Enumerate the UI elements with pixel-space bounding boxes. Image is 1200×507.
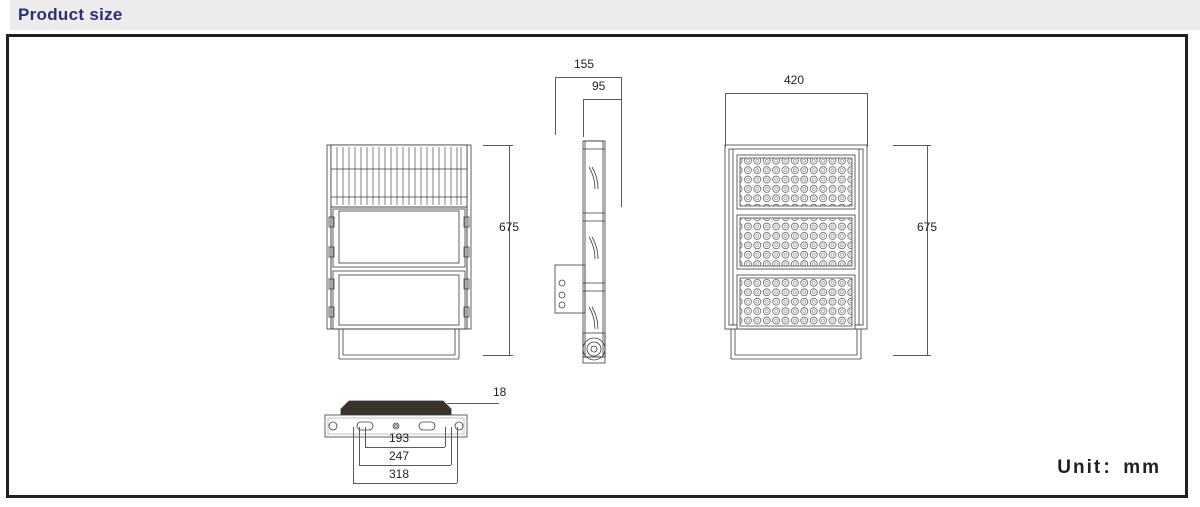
page-title: Product size <box>18 5 123 24</box>
side-width-155-ext-right <box>621 77 622 207</box>
top-thickness-dim-text: 18 <box>493 385 507 399</box>
front-view <box>319 109 489 369</box>
dim-318-ext-right <box>457 427 458 483</box>
side-view-drawing <box>549 97 639 377</box>
lens-width-dim-text: 420 <box>784 73 805 87</box>
lens-width-dim-line <box>725 93 867 94</box>
lens-view-drawing <box>715 109 885 369</box>
side-width-155-ext-left <box>555 77 556 135</box>
side-width-dim-95-text: 95 <box>592 79 606 93</box>
lens-width-ext-right <box>867 93 868 147</box>
front-view-drawing <box>319 109 489 369</box>
dim-193-ext-left <box>365 427 366 447</box>
lens-width-ext-left <box>725 93 726 147</box>
front-height-ext-bottom <box>483 355 513 356</box>
header-accent-bar <box>0 0 10 30</box>
dim-318-ext-left <box>353 427 354 483</box>
lens-height-ext-bottom <box>893 355 931 356</box>
front-height-dim-line <box>509 145 510 355</box>
dim-193-ext-right <box>445 427 446 447</box>
drawing-frame <box>6 34 1188 498</box>
side-width-dim-155-line <box>555 77 621 78</box>
dim-193-text: 193 <box>389 431 410 445</box>
side-view <box>549 97 639 377</box>
lens-height-dim-line <box>927 145 928 355</box>
dim-247-ext-right <box>451 427 452 465</box>
lens-view <box>715 109 885 369</box>
dim-247-text: 247 <box>389 449 410 463</box>
lens-height-dim-text: 675 <box>917 220 938 234</box>
side-width-dim-155-text: 155 <box>574 57 595 71</box>
header-bar <box>0 0 1200 30</box>
unit-label: Unit：mm <box>1057 457 1161 478</box>
lens-height-ext-top <box>893 145 931 146</box>
side-width-dim-95-line <box>583 99 621 100</box>
dim-247-line <box>359 465 451 466</box>
dim-247-ext-left <box>359 427 360 465</box>
dim-193-line <box>365 447 445 448</box>
top-thickness-leader <box>447 403 499 404</box>
dim-318-line <box>353 483 457 484</box>
dim-318-text: 318 <box>389 467 410 481</box>
front-height-dim-text: 675 <box>499 220 520 234</box>
side-width-95-ext-left <box>583 99 584 137</box>
front-height-ext-top <box>483 145 513 146</box>
